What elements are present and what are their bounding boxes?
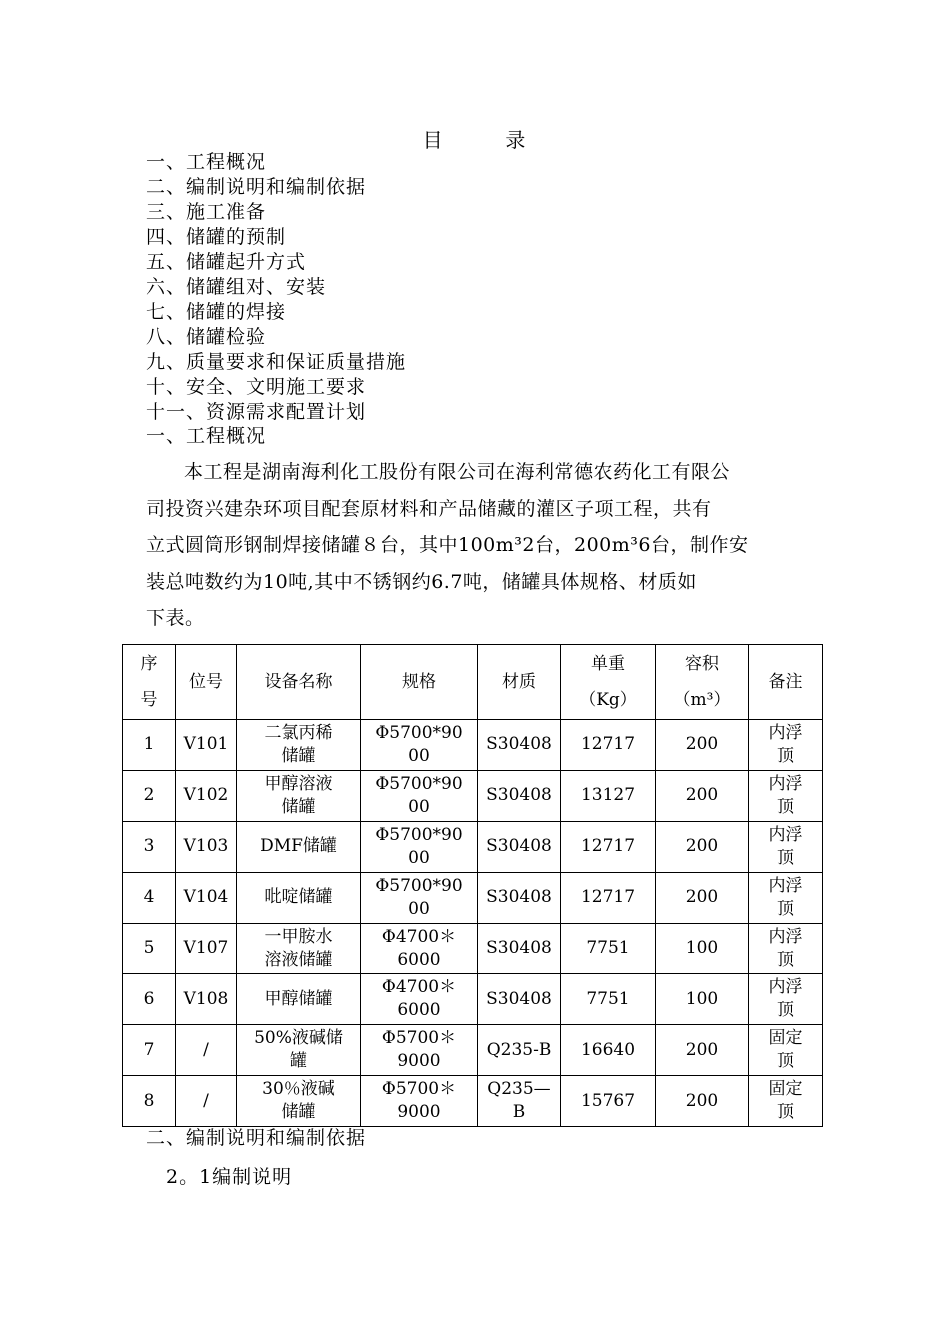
table-cell-tag: V107 — [176, 923, 237, 974]
table-row — [123, 770, 823, 821]
paragraph-line: 下表。 — [146, 607, 205, 629]
cell-line: 00 — [408, 847, 430, 868]
table-cell-weight: 7751 — [561, 974, 656, 1025]
paragraph-line: 立式圆筒形钢制焊接储罐８台，其中100m³2台，200m³6台，制作安 — [146, 534, 749, 556]
cell-line: 固定 — [768, 1079, 803, 1100]
table-row — [123, 974, 823, 1025]
table-cell-note — [749, 872, 823, 923]
table-cell-volume: 200 — [656, 1025, 749, 1076]
table-cell-tag: / — [176, 1076, 237, 1127]
cell-line: 30％液碱 — [262, 1079, 335, 1100]
cell-line: 储罐 — [281, 796, 316, 817]
cell-line: 顶 — [777, 1000, 794, 1021]
cell-line: 顶 — [777, 1051, 794, 1072]
toc-item: 四、储罐的预制 — [146, 226, 287, 248]
table-cell-volume: 200 — [656, 720, 749, 771]
table-cell-weight: 12717 — [561, 821, 656, 872]
cell-line: Φ5700＊ — [381, 1028, 457, 1049]
cell-line: 9000 — [397, 1102, 441, 1123]
toc-item: 二、编制说明和编制依据 — [146, 176, 367, 198]
table-header-cell — [749, 645, 823, 720]
cell-line: Φ5700＊ — [381, 1079, 457, 1100]
cell-line: 材质 — [502, 671, 536, 692]
toc-item: 一、工程概况 — [146, 151, 267, 173]
table-cell-name — [237, 770, 361, 821]
table-cell-material — [478, 974, 561, 1025]
table-cell-material — [478, 770, 561, 821]
cell-line: 内浮 — [768, 926, 803, 947]
cell-line: Φ4700＊ — [381, 926, 457, 947]
cell-line: S30408 — [486, 785, 552, 806]
table-cell-spec — [361, 720, 478, 771]
cell-line: 罐 — [290, 1051, 307, 1072]
table-cell-tag: V101 — [176, 720, 237, 771]
table-cell-volume: 100 — [656, 923, 749, 974]
cell-line: 吡啶储罐 — [264, 887, 333, 908]
cell-line: （Kg） — [579, 690, 637, 710]
cell-line: S30408 — [486, 988, 552, 1009]
table-cell-no: 6 — [123, 974, 176, 1025]
table-cell-weight: 12717 — [561, 720, 656, 771]
table-cell-volume: 200 — [656, 770, 749, 821]
toc-title-char-1: 目 — [422, 128, 445, 152]
table-cell-name — [237, 821, 361, 872]
cell-line: Φ5700*90 — [375, 722, 463, 743]
table-cell-tag: V108 — [176, 974, 237, 1025]
table-cell-note — [749, 821, 823, 872]
cell-line: 00 — [408, 898, 430, 919]
cell-line: 顶 — [777, 1102, 794, 1123]
table-cell-tag: V104 — [176, 872, 237, 923]
table-header-row — [123, 645, 823, 720]
table-header-cell — [361, 645, 478, 720]
cell-line: 甲醇溶液 — [264, 773, 333, 794]
table-row — [123, 720, 823, 771]
cell-line: 内浮 — [768, 977, 803, 998]
table-cell-name — [237, 1025, 361, 1076]
cell-line: 内浮 — [768, 773, 803, 794]
table-cell-tag: / — [176, 1025, 237, 1076]
cell-line: Q235-B — [486, 1039, 552, 1060]
table-header-cell — [123, 645, 176, 720]
toc-item: 八、储罐检验 — [146, 326, 267, 348]
cell-line: Φ5700*90 — [375, 875, 463, 896]
table-cell-tag: V102 — [176, 770, 237, 821]
table-cell-name — [237, 720, 361, 771]
cell-line: 一甲胺水 — [264, 926, 333, 947]
table-cell-no: 8 — [123, 1076, 176, 1127]
table-cell-note — [749, 1076, 823, 1127]
toc-item: 十、安全、文明施工要求 — [146, 376, 367, 398]
table-row — [123, 1025, 823, 1076]
table-cell-no: 2 — [123, 770, 176, 821]
toc-item: 九、质量要求和保证质量措施 — [146, 351, 407, 373]
table-cell-no: 7 — [123, 1025, 176, 1076]
table-of-contents — [146, 150, 406, 425]
cell-line: 00 — [408, 796, 430, 817]
table-cell-no: 3 — [123, 821, 176, 872]
cell-line: S30408 — [486, 887, 552, 908]
table-header-cell — [478, 645, 561, 720]
cell-line: S30408 — [486, 836, 552, 857]
table-cell-note — [749, 1025, 823, 1076]
toc-item: 五、储罐起升方式 — [146, 251, 307, 273]
table-cell-spec — [361, 770, 478, 821]
cell-line: 甲醇储罐 — [264, 988, 333, 1009]
table-row — [123, 872, 823, 923]
cell-line: 顶 — [777, 847, 794, 868]
cell-line: 设备名称 — [264, 671, 333, 692]
cell-line: 9000 — [397, 1051, 441, 1072]
cell-line: 序 — [140, 654, 158, 674]
table-cell-spec — [361, 974, 478, 1025]
table-cell-name — [237, 923, 361, 974]
cell-line: Φ4700＊ — [381, 977, 457, 998]
table-row — [123, 923, 823, 974]
cell-line: 6000 — [397, 949, 441, 970]
table-row — [123, 821, 823, 872]
table-cell-weight: 12717 — [561, 872, 656, 923]
tank-spec-table — [122, 644, 823, 1127]
table-header-cell — [176, 645, 237, 720]
table-cell-note — [749, 923, 823, 974]
table-cell-spec — [361, 1025, 478, 1076]
cell-line: 备注 — [768, 671, 803, 692]
cell-line: B — [512, 1102, 526, 1123]
table-cell-volume: 200 — [656, 1076, 749, 1127]
table-cell-name — [237, 1076, 361, 1127]
table-cell-spec — [361, 923, 478, 974]
cell-line: 00 — [408, 745, 430, 766]
cell-line: 内浮 — [768, 875, 803, 896]
section-2-1-heading: 2。1编制说明 — [166, 1166, 293, 1188]
cell-line: 顶 — [777, 898, 794, 919]
table-cell-material — [478, 923, 561, 974]
table-cell-material — [478, 1076, 561, 1127]
toc-item: 六、储罐组对、安装 — [146, 276, 327, 298]
cell-line: 溶液储罐 — [264, 949, 333, 970]
cell-line: 规格 — [402, 671, 436, 692]
cell-line: S30408 — [486, 938, 552, 958]
table-header-cell — [237, 645, 361, 720]
table-header-cell — [656, 645, 749, 720]
cell-line: 二氯丙稀 — [264, 722, 333, 743]
table-cell-no: 1 — [123, 720, 176, 771]
cell-line: 顶 — [777, 796, 794, 817]
table-cell-volume: 100 — [656, 974, 749, 1025]
table-cell-weight: 16640 — [561, 1025, 656, 1076]
cell-line: 内浮 — [768, 722, 803, 743]
table-cell-note — [749, 770, 823, 821]
toc-item: 十一、资源需求配置计划 — [146, 401, 367, 423]
cell-line: 内浮 — [768, 824, 803, 845]
cell-line: 顶 — [777, 745, 794, 766]
cell-line: DMF储罐 — [260, 836, 337, 857]
section-2-heading: 二、编制说明和编制依据 — [146, 1127, 367, 1149]
table-row — [123, 1076, 823, 1127]
cell-line: 6000 — [397, 1000, 441, 1021]
cell-line: 位号 — [189, 671, 223, 692]
table-cell-no: 4 — [123, 872, 176, 923]
table-cell-spec — [361, 821, 478, 872]
table-cell-name — [237, 974, 361, 1025]
table-cell-spec — [361, 1076, 478, 1127]
cell-line: S30408 — [486, 734, 552, 755]
table-cell-volume: 200 — [656, 872, 749, 923]
cell-line: Φ5700*90 — [375, 824, 463, 845]
cell-line: 单重 — [591, 654, 625, 674]
table-cell-note — [749, 720, 823, 771]
paragraph-line: 司投资兴建杂环项目配套原材料和产品储藏的灌区子项工程，共有 — [146, 497, 712, 520]
section-1-paragraph — [146, 454, 806, 637]
table-header-cell — [561, 645, 656, 720]
cell-line: 50%液碱储 — [254, 1028, 343, 1049]
toc-title-char-2: 录 — [505, 128, 528, 152]
table-cell-note — [749, 974, 823, 1025]
table-cell-volume: 200 — [656, 821, 749, 872]
table-cell-no: 5 — [123, 923, 176, 974]
paragraph-line: 本工程是湖南海利化工股份有限公司在海利常德农药化工有限公 — [184, 461, 731, 483]
table-cell-weight: 7751 — [561, 923, 656, 974]
cell-line: Φ5700*90 — [375, 773, 463, 794]
table-cell-tag: V103 — [176, 821, 237, 872]
cell-line: （m³） — [673, 690, 731, 710]
cell-line: Q235— — [487, 1079, 551, 1100]
table-cell-weight: 15767 — [561, 1076, 656, 1127]
table-cell-weight: 13127 — [561, 770, 656, 821]
cell-line: 储罐 — [281, 745, 316, 766]
toc-title — [0, 124, 950, 153]
toc-item: 七、储罐的焊接 — [146, 301, 287, 323]
cell-line: 顶 — [777, 949, 794, 970]
paragraph-line: 装总吨数约为10吨,其中不锈钢约6.7吨，储罐具体规格、材质如 — [146, 570, 697, 593]
table-cell-material — [478, 872, 561, 923]
table-cell-spec — [361, 872, 478, 923]
cell-line: 储罐 — [281, 1102, 316, 1123]
toc-item: 三、施工准备 — [146, 201, 267, 223]
section-1-heading: 一、工程概况 — [146, 425, 267, 447]
table-cell-material — [478, 720, 561, 771]
table-cell-material — [478, 821, 561, 872]
cell-line: 号 — [140, 690, 158, 710]
cell-line: 容积 — [685, 654, 719, 674]
table-cell-material — [478, 1025, 561, 1076]
cell-line: 固定 — [768, 1028, 803, 1049]
table-cell-name — [237, 872, 361, 923]
